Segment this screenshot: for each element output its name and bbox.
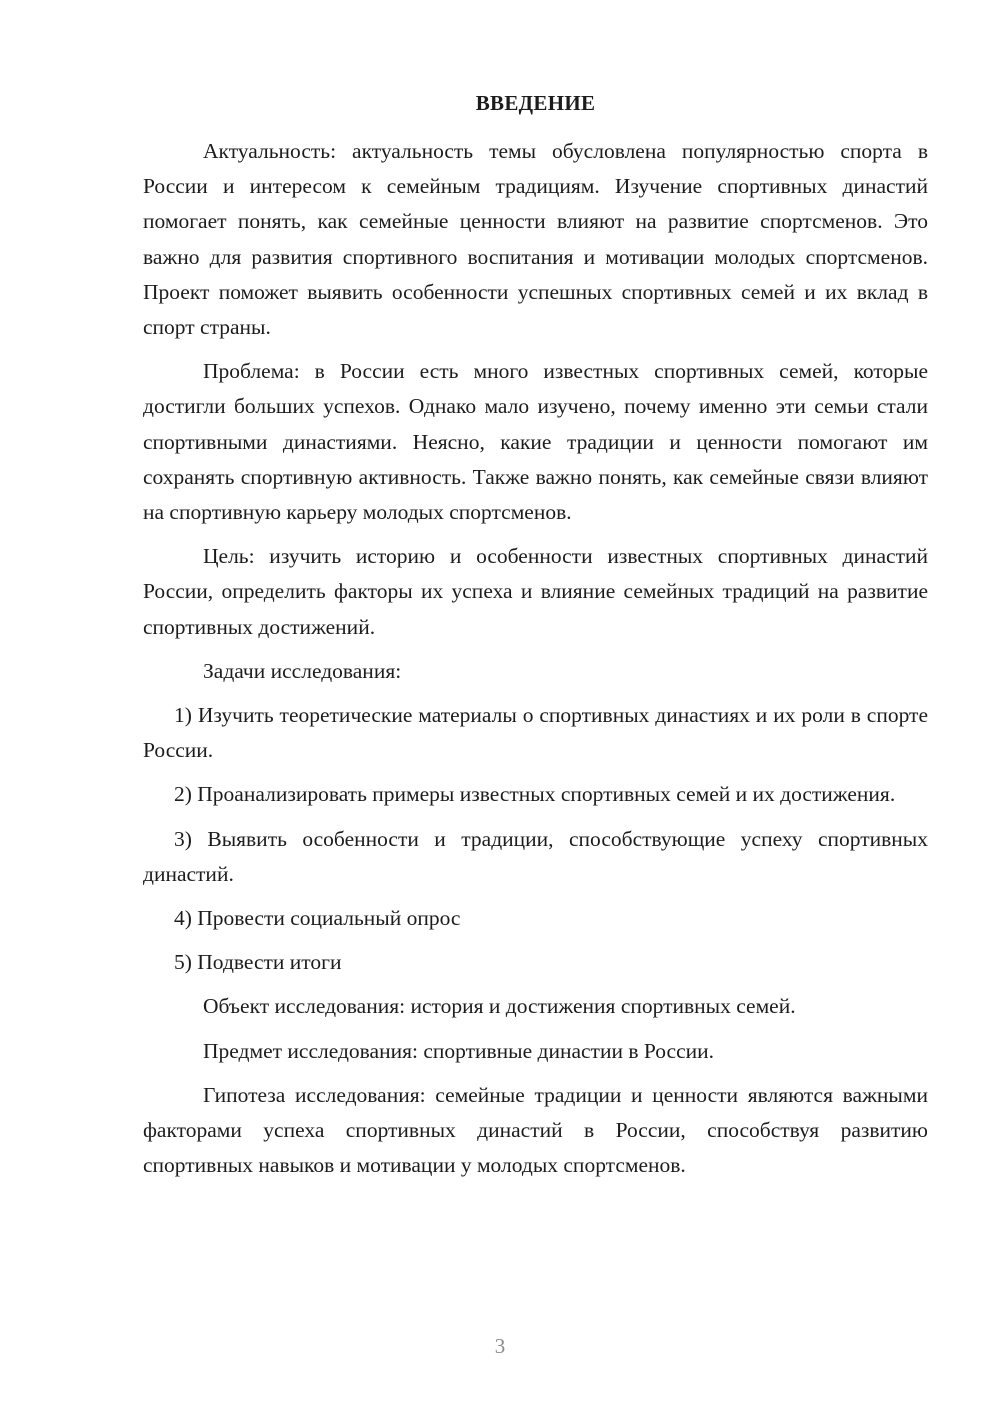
document-page bbox=[143, 90, 928, 1192]
task-item-4: 4) Провести социальный опрос bbox=[174, 906, 461, 931]
paragraph-relevance: Актуальность: актуальность темы обусловлена популярностью спорта в России и интересом к семейным традициям. Изучение спортивных династий помогает понять, как семейные ценности влияют на развитие спортсменов. Это важно для развития спортивного воспитания и мотивации молодых спортсменов. Проект поможет выявить особенности успешных спортивных семей и их вклад в спорт страны. bbox=[143, 139, 928, 340]
paragraph-problem: Проблема: в России есть много известных спортивных семей, которые достигли больших успехов. Однако мало изучено, почему именно эти семьи стали спортивными династиями. Неясно, какие традиции и ценности помогают им сохранять спортивную активность. Также важно понять, как семейные связи влияют на спортивную карьеру молодых спортсменов. bbox=[143, 359, 928, 525]
paragraph-hypothesis: Гипотеза исследования: семейные традиции и ценности являются важными факторами успеха спортивных династий в России, способствуя развитию спортивных навыков и мотивации у молодых спортсменов. bbox=[143, 1082, 928, 1178]
page-number: 3 bbox=[494, 1334, 506, 1358]
page-title: ВВЕДЕНИЕ bbox=[475, 91, 596, 115]
paragraph-object: Объект исследования: история и достижения спортивных семей. bbox=[203, 994, 796, 1019]
task-item-3: 3) Выявить особенности и традиции, способствующие успеху спортивных династий. bbox=[143, 826, 928, 886]
paragraph-goal: Цель: изучить историю и особенности известных спортивных династий России, определить факторы их успеха и влияние семейных традиций на развитие спортивных достижений. bbox=[143, 544, 928, 639]
task-item-2: 2) Проанализировать примеры известных спортивных семей и их достижения. bbox=[174, 782, 896, 807]
paragraph-tasks-heading: Задачи исследования: bbox=[203, 658, 402, 683]
task-item-1: 1) Изучить теоретические материалы о спортивных династиях и их роли в спорте России. bbox=[143, 703, 928, 763]
paragraph-subject: Предмет исследования: спортивные династии в России. bbox=[203, 1038, 715, 1063]
task-item-5: 5) Подвести итоги bbox=[174, 950, 342, 975]
